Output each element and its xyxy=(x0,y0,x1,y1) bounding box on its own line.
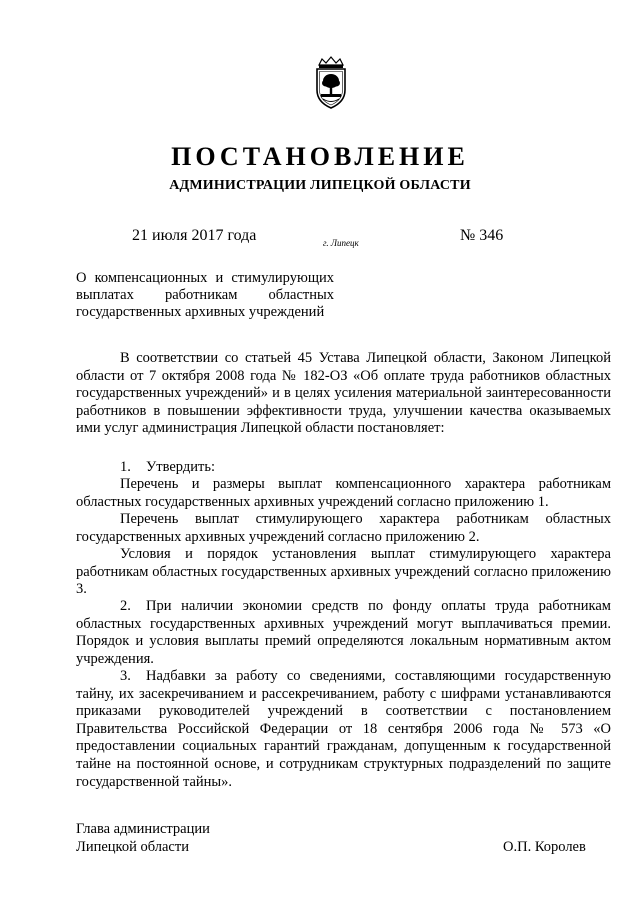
item-2-number: 2. xyxy=(120,598,131,614)
item-1-number: 1. xyxy=(120,459,131,475)
item-1 xyxy=(76,459,611,477)
document-subject: О компенсационных и стимулирующих выплатах работникам областных государственных архивных учреждений xyxy=(76,270,334,320)
coat-of-arms-icon xyxy=(311,56,351,111)
item-2-text: При наличии экономии средств по фонду оплаты труда работникам областных государственных архивных учреждений могут выплачиваться премии. Порядок и условия выплаты премий определяются локальным нормативным актом учреждения. xyxy=(76,598,611,667)
item-3-number: 3. xyxy=(120,668,131,684)
preamble-paragraph: В соответствии со статьей 45 Устава Липецкой области, Законом Липецкой области от 7 октября 2008 года № 182-ОЗ «Об оплате труда работников областных государственных учреждений» и в целях усиления материальной заинтересованности работников в повышении эффективности труда, улучшении качества оказываемых ими услуг администрация Липецкой области постановляет: xyxy=(76,350,611,437)
signature-role-line-1: Глава администрации xyxy=(76,821,210,837)
document-date: 21 июля 2017 года xyxy=(132,227,257,244)
item-1-b: Перечень выплат стимулирующего характера работникам областных государственных архивных учреждений согласно приложению 2. xyxy=(76,511,611,545)
signature-role-line-2: Липецкой области xyxy=(76,839,189,855)
item-1-text: Утвердить: xyxy=(146,459,215,475)
document-city: г. Липецк xyxy=(323,238,359,248)
document-number: № 346 xyxy=(460,227,504,244)
item-1-c: Условия и порядок установления выплат стимулирующего характера работникам областных государственных архивных учреждений согласно приложению 3. xyxy=(76,546,611,598)
item-3 xyxy=(76,668,611,791)
document-title: ПОСТАНОВЛЕНИЕ xyxy=(171,142,469,171)
item-3-text: Надбавки за работу со сведениями, составляющими государственную тайну, их засекречиванием и рассекречиванием, работу с шифрами устанавливаются приказами руководителей учреждений в соответствии с постановлением Правительства Российской Федерации от 18 сентября 2006 года № 573 «О предоставлении социальных гарантий гражданам, допущенным к государственной тайне на постоянной основе, и сотрудникам структурных подразделений по защите государственной тайны». xyxy=(76,668,611,790)
item-1-a: Перечень и размеры выплат компенсационного характера работникам областных государственных архивных учреждений согласно приложению 1. xyxy=(76,476,611,510)
signature-name: О.П. Королев xyxy=(503,839,586,855)
item-2 xyxy=(76,598,611,668)
document-subtitle: АДМИНИСТРАЦИИ ЛИПЕЦКОЙ ОБЛАСТИ xyxy=(169,178,471,193)
